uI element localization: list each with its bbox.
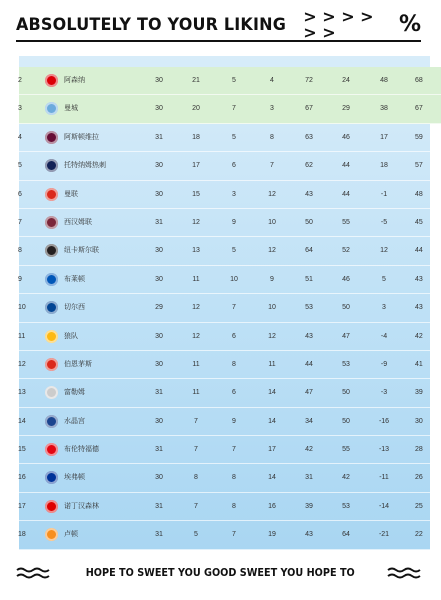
chelsea-crest-icon [45,301,58,314]
stat-cell-c5: 64 [305,247,313,255]
stat-cell-c5: 47 [305,389,313,397]
stat-cell-c1: 30 [155,275,163,283]
stat-cell-c4: 14 [268,389,276,397]
club-name: 狼队 [64,332,78,340]
stat-cell-c4: 16 [268,502,276,510]
stat-cell-c2: 13 [192,247,200,255]
stat-cell-c2: 7 [194,502,198,510]
stat-cell-c6: 55 [342,218,350,226]
crystal-palace-crest-icon [45,415,58,428]
stat-cell-c1: 31 [155,531,163,539]
stat-cell-c1: 31 [155,502,163,510]
standings-table [19,67,441,550]
stat-cell-c5: 51 [305,275,313,283]
stat-cell-c5: 43 [305,190,313,198]
stat-cell-c6: 29 [342,105,350,113]
stat-cell-c7: -14 [378,502,390,510]
newcastle-crest-icon [45,244,58,257]
table-row[interactable] [19,493,441,521]
club-name: 曼联 [64,190,78,198]
stat-cell-c4: 17 [268,446,276,454]
bournemouth-crest-icon [45,358,58,371]
table-row[interactable] [19,521,441,549]
club-name: 阿森纳 [64,77,85,84]
club-name: 卢顿 [64,531,78,539]
stat-cell-c8: 57 [415,162,423,170]
table-row[interactable] [19,237,441,265]
club-name: 托特纳姆热刺 [64,162,106,170]
stat-cell-c5: 42 [305,446,313,454]
stat-cell-c3: 8 [232,474,236,482]
position-cell: 15 [18,446,26,454]
stat-cell-c5: 43 [305,332,313,340]
stat-cell-c6: 24 [342,77,350,84]
stat-cell-c2: 18 [192,133,200,141]
table-row[interactable] [19,436,441,464]
table-row[interactable] [19,379,441,407]
stat-cell-c4: 4 [270,77,274,84]
club-name: 切尔西 [64,304,85,312]
club-name: 布莱顿 [64,275,85,283]
page-title: ABSOLUTELY TO YOUR LIKING [16,15,287,35]
stat-cell-c6: 53 [342,502,350,510]
stat-cell-c5: 63 [305,133,313,141]
stat-cell-c4: 14 [268,474,276,482]
table-row[interactable] [19,294,441,322]
table-row[interactable] [19,323,441,351]
stat-cell-c2: 5 [194,531,198,539]
stat-cell-c3: 5 [232,247,236,255]
stat-cell-c6: 47 [342,332,350,340]
everton-crest-icon [45,471,58,484]
stat-cell-c3: 7 [232,531,236,539]
wolves-crest-icon [45,330,58,343]
stat-cell-c8: 59 [415,133,423,141]
club-name: 布伦特福德 [64,446,99,454]
club-name: 伯恩茅斯 [64,360,92,368]
club-name: 西汉姆联 [64,218,92,226]
stat-cell-c3: 5 [232,77,236,84]
stat-cell-c1: 31 [155,133,163,141]
table-row[interactable] [19,67,441,95]
club-name: 水晶宫 [64,417,85,425]
stat-cell-c1: 30 [155,474,163,482]
position-cell: 3 [18,105,22,113]
position-cell: 2 [18,77,22,84]
stat-cell-c5: 62 [305,162,313,170]
table-row[interactable] [19,351,441,379]
stat-cell-c8: 44 [415,247,423,255]
club-name: 阿斯顿维拉 [64,133,99,141]
table-row[interactable] [19,181,441,209]
stat-cell-c3: 7 [232,304,236,312]
nottingham-forest-crest-icon [45,500,58,513]
position-cell: 10 [18,304,26,312]
stat-cell-c7: 12 [380,247,388,255]
stat-cell-c6: 44 [342,190,350,198]
table-row[interactable] [19,95,441,123]
stat-cell-c2: 7 [194,446,198,454]
position-cell: 8 [18,247,22,255]
stat-cell-c4: 8 [270,133,274,141]
aston-villa-crest-icon [45,131,58,144]
stat-cell-c3: 7 [232,446,236,454]
west-ham-crest-icon [45,216,58,229]
stat-cell-c6: 50 [342,389,350,397]
stat-cell-c8: 42 [415,332,423,340]
stat-cell-c3: 6 [232,332,236,340]
stat-cell-c3: 6 [232,389,236,397]
stat-cell-c3: 7 [232,105,236,113]
table-row[interactable] [19,152,441,180]
stat-cell-c7: 48 [380,77,388,84]
position-cell: 17 [18,502,26,510]
stat-cell-c4: 14 [268,417,276,425]
stat-cell-c2: 11 [192,389,200,397]
stat-cell-c4: 19 [268,531,276,539]
tottenham-crest-icon [45,159,58,172]
stat-cell-c7: 38 [380,105,388,113]
position-cell: 11 [18,332,26,340]
stat-cell-c8: 43 [415,275,423,283]
stat-cell-c3: 3 [232,190,236,198]
position-cell: 7 [18,218,22,226]
stat-cell-c2: 15 [192,190,200,198]
stat-cell-c8: 43 [415,304,423,312]
stat-cell-c4: 10 [268,304,276,312]
stat-cell-c1: 31 [155,446,163,454]
stat-cell-c5: 34 [305,417,313,425]
fulham-crest-icon [45,386,58,399]
header-bar [16,7,421,42]
stat-cell-c6: 50 [342,304,350,312]
stat-cell-c6: 53 [342,360,350,368]
stat-cell-c2: 11 [192,360,200,368]
stat-cell-c1: 30 [155,332,163,340]
stat-cell-c3: 8 [232,360,236,368]
stat-cell-c1: 30 [155,190,163,198]
stat-cell-c2: 21 [192,77,200,84]
stat-cell-c2: 11 [192,275,200,283]
stat-cell-c6: 42 [342,474,350,482]
stat-cell-c2: 12 [192,304,200,312]
stat-cell-c7: -1 [380,190,388,198]
position-cell: 12 [18,360,26,368]
stat-cell-c7: 5 [382,275,386,283]
position-cell: 16 [18,474,26,482]
stat-cell-c5: 43 [305,531,313,539]
club-name: 埃弗顿 [64,474,85,482]
stat-cell-c5: 39 [305,502,313,510]
stat-cell-c8: 68 [415,77,423,84]
arsenal-crest-icon [45,74,58,87]
stat-cell-c2: 20 [192,105,200,113]
brentford-crest-icon [45,443,58,456]
stat-cell-c6: 46 [342,275,350,283]
stat-cell-c7: -21 [378,531,390,539]
stat-cell-c4: 11 [268,360,276,368]
man-united-crest-icon [45,188,58,201]
stat-cell-c8: 26 [415,474,423,482]
table-row[interactable] [19,266,441,294]
position-cell: 9 [18,275,22,283]
chevrons-icon: > > > > > > [303,7,374,42]
stat-cell-c2: 12 [192,332,200,340]
stat-cell-c4: 12 [268,247,276,255]
footer-slogan: HOPE TO SWEET YOU GOOD SWEET YOU HOPE TO [85,567,356,579]
man-city-crest-icon [45,102,58,115]
stat-cell-c4: 3 [270,105,274,113]
wave-left-icon [16,566,54,580]
stat-cell-c1: 30 [155,247,163,255]
position-cell: 6 [18,190,22,198]
stat-cell-c7: -5 [380,218,388,226]
stat-cell-c6: 64 [342,531,350,539]
stat-cell-c2: 7 [194,417,198,425]
header-decoration [303,9,421,41]
stat-cell-c8: 48 [415,190,423,198]
stat-cell-c3: 9 [232,417,236,425]
stat-cell-c6: 55 [342,446,350,454]
stat-cell-c6: 50 [342,417,350,425]
stat-cell-c5: 53 [305,304,313,312]
standings-panel [19,56,430,550]
stat-cell-c5: 72 [305,77,313,84]
stat-cell-c7: -13 [378,446,390,454]
stat-cell-c2: 17 [192,162,200,170]
stat-cell-c8: 39 [415,389,423,397]
position-cell: 18 [18,531,26,539]
stat-cell-c7: -3 [380,389,388,397]
stat-cell-c7: -9 [380,360,388,368]
stat-cell-c7: 3 [382,304,386,312]
luton-crest-icon [45,528,58,541]
footer-bar [16,562,425,584]
club-name: 富勒姆 [64,389,85,397]
stat-cell-c8: 67 [415,105,423,113]
stat-cell-c3: 10 [230,275,238,283]
stat-cell-c2: 12 [192,218,200,226]
stat-cell-c5: 67 [305,105,313,113]
position-cell: 13 [18,389,26,397]
position-cell: 4 [18,133,22,141]
stat-cell-c1: 31 [155,389,163,397]
club-name: 纽卡斯尔联 [64,247,99,255]
stat-cell-c4: 7 [270,162,274,170]
stat-cell-c1: 30 [155,417,163,425]
stat-cell-c1: 31 [155,218,163,226]
position-cell: 14 [18,417,26,425]
stat-cell-c4: 12 [268,190,276,198]
stat-cell-c6: 46 [342,133,350,141]
stat-cell-c8: 41 [415,360,423,368]
stat-cell-c1: 30 [155,105,163,113]
club-name: 诺丁汉森林 [64,502,99,510]
club-name: 曼城 [64,105,78,113]
percent-icon: % [398,12,421,37]
stat-cell-c3: 9 [232,218,236,226]
stat-cell-c7: -16 [378,417,390,425]
table-row[interactable] [19,464,441,492]
stat-cell-c8: 25 [415,502,423,510]
stat-cell-c2: 8 [194,474,198,482]
table-row[interactable] [19,408,441,436]
stat-cell-c3: 8 [232,502,236,510]
stat-cell-c3: 5 [232,133,236,141]
stat-cell-c8: 30 [415,417,423,425]
wave-right-icon [387,566,425,580]
stat-cell-c7: 18 [380,162,388,170]
brighton-crest-icon [45,273,58,286]
stat-cell-c4: 12 [268,332,276,340]
stat-cell-c1: 30 [155,360,163,368]
stat-cell-c8: 22 [415,531,423,539]
stat-cell-c5: 44 [305,360,313,368]
stat-cell-c4: 9 [270,275,274,283]
stat-cell-c6: 52 [342,247,350,255]
stat-cell-c8: 45 [415,218,423,226]
stat-cell-c7: 17 [380,133,388,141]
stat-cell-c8: 28 [415,446,423,454]
stat-cell-c1: 29 [155,304,163,312]
stat-cell-c4: 10 [268,218,276,226]
stat-cell-c3: 6 [232,162,236,170]
stat-cell-c1: 30 [155,77,163,84]
stat-cell-c7: -11 [379,474,389,482]
stat-cell-c7: -4 [380,332,388,340]
table-row[interactable] [19,124,441,152]
stat-cell-c6: 44 [342,162,350,170]
position-cell: 5 [18,162,22,170]
stat-cell-c1: 30 [155,162,163,170]
stat-cell-c5: 31 [305,474,313,482]
stat-cell-c5: 50 [305,218,313,226]
table-row[interactable] [19,209,441,237]
